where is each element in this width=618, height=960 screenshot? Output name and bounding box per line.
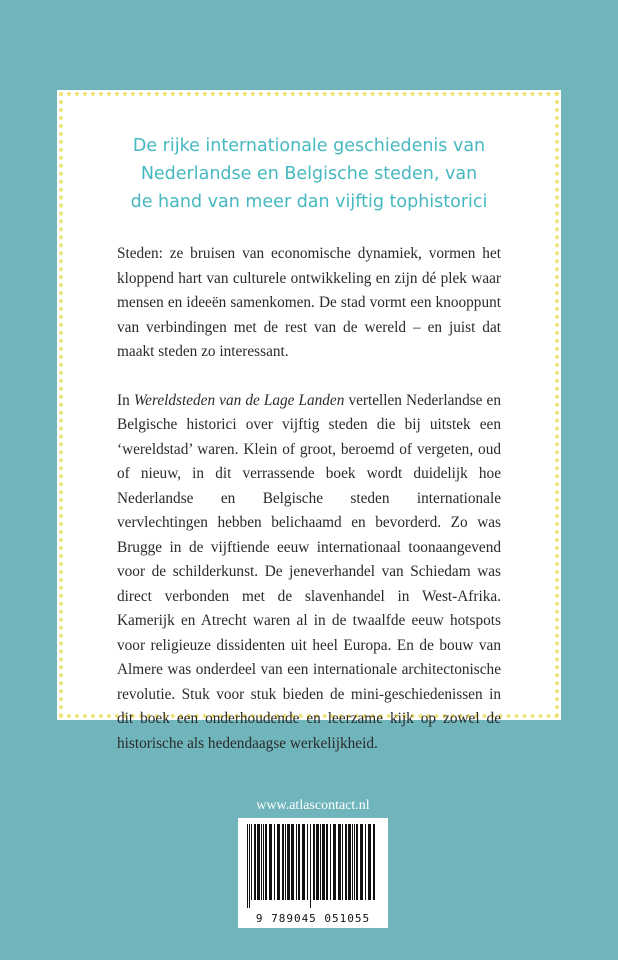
barcode-bar xyxy=(373,824,375,900)
barcode-bar xyxy=(251,824,252,900)
barcode-bar xyxy=(296,824,297,900)
barcode-bar xyxy=(298,824,300,900)
barcode-bar xyxy=(326,824,328,900)
paragraph-1: Steden: ze bruisen van economische dynamiek, vormen het kloppend hart van culturele ontwikkeling en zijn dé plek waar mensen en ideeën samenkomen. De stad vormt een knooppunt van verbindingen met de rest van de wereld – en juist dat maakt steden zo interessant. xyxy=(117,245,501,360)
barcode-bar xyxy=(333,824,336,900)
barcode-bar xyxy=(354,824,355,900)
barcode-bar xyxy=(247,824,248,908)
publisher-website: www.atlascontact.nl xyxy=(256,798,370,813)
barcode-bar xyxy=(368,824,371,900)
barcode-bar xyxy=(285,824,286,900)
isbn-number: 9 789045 051055 xyxy=(255,912,371,925)
barcode xyxy=(238,818,388,928)
barcode-bar xyxy=(330,824,331,900)
blurb-panel xyxy=(59,92,559,752)
barcode-bar xyxy=(322,824,325,900)
tagline: De rijke internationale geschiedenis van Nederlandse en Belgische steden, van de hand van meer dan vijftig tophistorici xyxy=(130,136,488,212)
barcode-bar xyxy=(257,824,260,900)
barcode-bar xyxy=(356,824,358,900)
barcode-bar xyxy=(277,824,280,900)
barcode-bar xyxy=(269,824,272,900)
paragraph-2-lead: In xyxy=(117,391,134,409)
barcode-bar xyxy=(348,824,351,900)
barcode-bar xyxy=(338,824,341,900)
barcode-bar xyxy=(261,824,262,900)
barcode-bar xyxy=(265,824,267,900)
barcode-bar xyxy=(320,824,321,900)
book-title: Wereldsteden van de Lage Landen xyxy=(133,391,345,409)
barcode-bar xyxy=(254,824,256,900)
barcode-bar xyxy=(342,824,343,900)
paragraph-2 xyxy=(117,389,501,757)
barcode-bar xyxy=(360,824,363,900)
barcode-bar xyxy=(249,824,250,908)
barcode-bar xyxy=(352,824,353,900)
barcode-bar xyxy=(274,824,275,900)
barcode-bar xyxy=(302,824,305,900)
barcode-bar xyxy=(282,824,284,900)
blurb-text xyxy=(117,242,501,756)
barcode-bar xyxy=(307,824,308,900)
barcode-bar xyxy=(365,824,366,900)
barcode-bar xyxy=(263,824,264,900)
barcode-bar xyxy=(316,824,319,900)
barcode-bars xyxy=(243,824,383,908)
barcode-bar xyxy=(291,824,294,900)
barcode-bar xyxy=(313,824,315,900)
paragraph-2-rest: vertellen Nederlandse en Belgische historici over vijftig steden die bij uitstek een ‘wereldstad’ waren. Klein of groot, beroemd of vergeten, oud of nieuw, in dit verrassende boek wordt duidelijk hoe Nederlandse en Belgische steden internationale vervlechtingen hebben belichaamd en bevorderd. Zo was Brugge in de vijftiende eeuw internationaal toonaangevend voor de schilderkunst. De jeneverhandel van Schiedam was direct verbonden met de slavenhandel in West-Afrika. Kamerijk en Atrecht waren al in de twaalfde eeuw hotspots voor religieuze dissidenten uit heel Europa. En de bouw van Almere was onderdeel van een internationale architectonische revolutie. Stuk voor stuk bieden de mini-geschiedenissen in dit boek een onderhoudende en leerzame kijk op zowel de historische als hedendaagse werkelijkheid. xyxy=(117,391,501,752)
barcode-bar xyxy=(310,824,311,908)
barcode-bar xyxy=(287,824,290,900)
barcode-bar xyxy=(345,824,347,900)
